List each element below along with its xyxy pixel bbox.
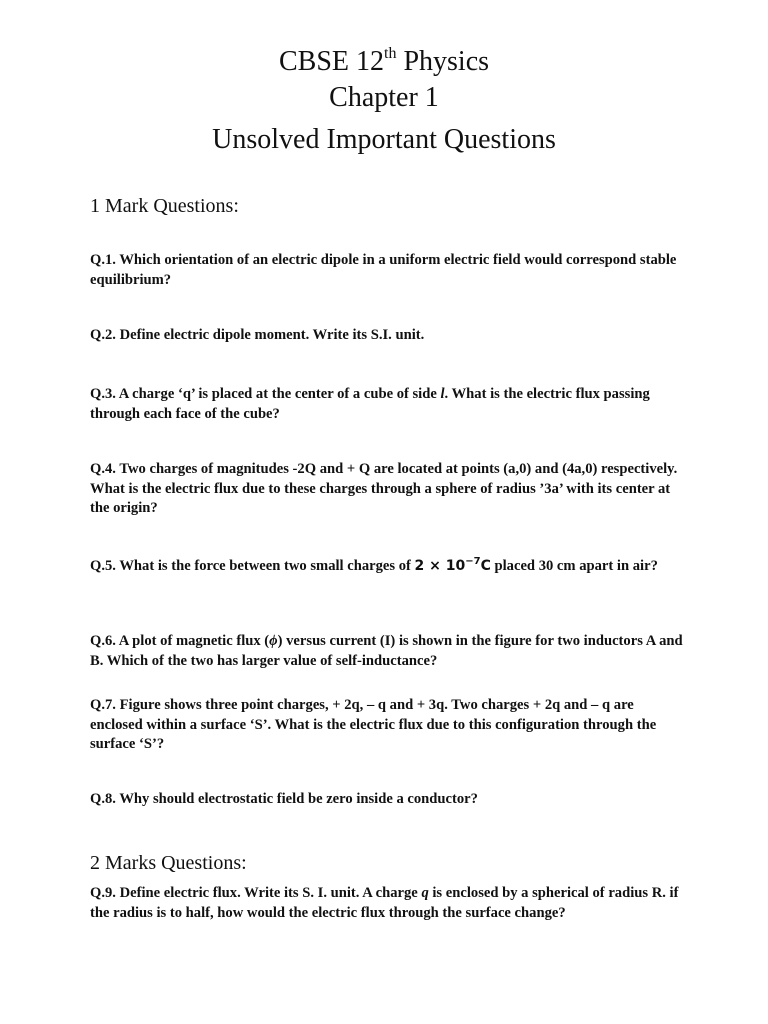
question-6-text-a: Q.6. A plot of magnetic flux (: [90, 633, 270, 649]
question-5-math-base: 2 × 10: [414, 558, 466, 574]
question-9-text-b: is enclosed by a spherical of radius R. if the radius is to half, how would the electric flux through the surface change?: [90, 885, 679, 921]
question-5-math-unit: C: [480, 558, 491, 574]
question-7: Q.7. Figure shows three point charges, + 2q, – q and + 3q. Two charges + 2q and – q are enclosed within a surface ‘S’. What is the electric flux due to this configuration through the surface ‘S’?: [90, 697, 657, 752]
question-3-text-b: . What is the electric flux passing through each face of the cube?: [90, 386, 650, 422]
question-5-text-a: Q.5. What is the force between two small charges of: [90, 558, 415, 574]
title-line-1-prefix: CBSE 12: [278, 46, 384, 77]
title-line-1-superscript: th: [384, 45, 397, 62]
section-heading-2-marks: 2 Marks Questions:: [90, 852, 247, 874]
title-line-3: Unsolved Important Questions: [212, 124, 556, 155]
question-5: [90, 557, 690, 577]
question-5-math-exponent: −7: [465, 556, 481, 567]
question-6: [90, 632, 690, 671]
question-1: Q.1. Which orientation of an electric dipole in a uniform electric field would correspond stable equilibrium?: [90, 252, 677, 288]
question-3-text-a: Q.3. A charge ‘q’ is placed at the center of a cube of side: [90, 386, 441, 402]
question-5-text-b: placed 30 cm apart in air?: [490, 558, 658, 574]
title-line-2: Chapter 1: [329, 82, 439, 113]
question-5-math: [415, 558, 491, 574]
question-4: Q.4. Two charges of magnitudes -2Q and + Q are located at points (a,0) and (4a,0) respectively. What is the electric flux due to these charges through a sphere of radius ’3a’ with its center at the origin?: [90, 461, 678, 516]
question-9-variable: q: [421, 885, 429, 901]
question-3: [90, 385, 690, 424]
question-9-text-a: Q.9. Define electric flux. Write its S. I. unit. A charge: [90, 885, 422, 901]
section-heading-1-mark: 1 Mark Questions:: [90, 195, 239, 217]
question-6-variable: ϕ: [269, 633, 278, 649]
title-line-1: [0, 46, 768, 78]
question-3-variable: l: [440, 386, 445, 402]
question-9: [90, 884, 690, 923]
question-6-text-b: ) versus current (I) is shown in the figure for two inductors A and B. Which of the two has larger value of self-inductance?: [90, 633, 683, 669]
title-line-1-suffix: Physics: [396, 46, 490, 77]
question-2: Q.2. Define electric dipole moment. Write its S.I. unit.: [90, 327, 425, 343]
question-8: Q.8. Why should electrostatic field be zero inside a conductor?: [90, 791, 478, 807]
